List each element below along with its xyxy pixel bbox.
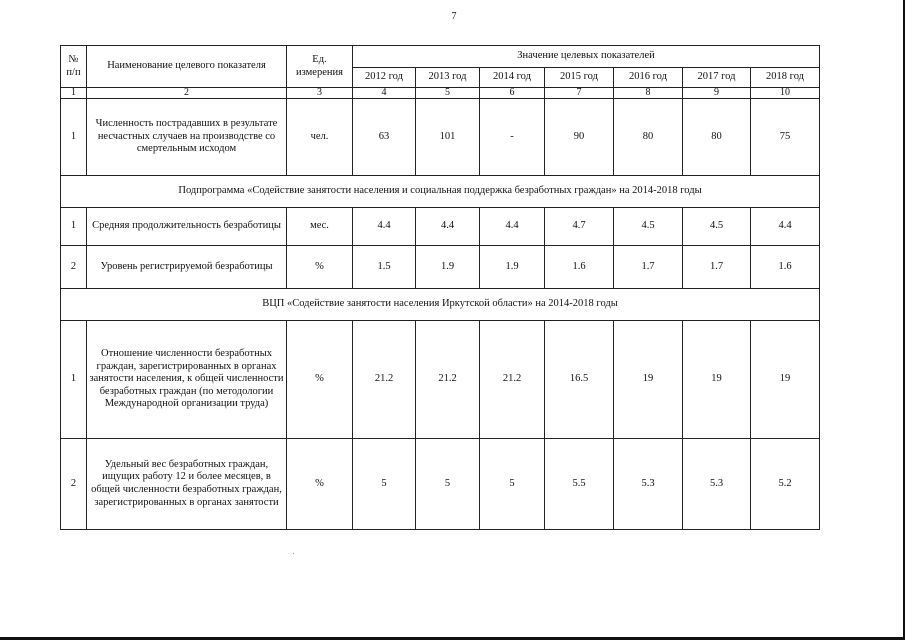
indicator-value: 75 (751, 99, 820, 176)
table-row (61, 439, 820, 530)
section-row (61, 289, 820, 321)
indicator-value: 21.2 (416, 321, 480, 439)
indicator-value: 1.9 (480, 246, 545, 289)
indicator-value: 4.7 (545, 208, 614, 246)
header-year: 2016 год (614, 68, 683, 88)
table-header-row (61, 46, 820, 68)
indicator-value: 4.4 (416, 208, 480, 246)
indicator-value: 5.3 (614, 439, 683, 530)
indicator-name: Отношение численности безработных граждан, зарегистрированных в органах занятости населения, к общей численности безработных граждан (по методологии Международной организации труда) (87, 321, 287, 439)
indicator-value: 5 (480, 439, 545, 530)
header-indicator-name (87, 46, 287, 88)
indicator-name: Удельный вес безработных граждан, ищущих работу 12 и более месяцев, в общей численности безработных граждан, зарегистрированных в органах занятости (87, 439, 287, 530)
scan-speck (293, 553, 294, 554)
header-indicator-name-label: Наименование целевого показателя (107, 60, 266, 72)
indicator-value: 1.7 (683, 246, 751, 289)
indicator-value: 16.5 (545, 321, 614, 439)
header-unit-label: Ед. измерения (296, 53, 343, 78)
table-row (61, 208, 820, 246)
header-year: 2014 год (480, 68, 545, 88)
indicator-value: 4.5 (683, 208, 751, 246)
row-number: 2 (61, 439, 87, 530)
section-title: Подпрограмма «Содействие занятости населения и социальная поддержка безработных граждан» на 2014-2018 годы (61, 176, 820, 208)
header-year: 2013 год (416, 68, 480, 88)
indicator-value: 21.2 (353, 321, 416, 439)
indicator-value: 4.5 (614, 208, 683, 246)
table-row (61, 246, 820, 289)
indicator-unit: % (287, 439, 353, 530)
indicator-value: 1.9 (416, 246, 480, 289)
indicator-value: 1.6 (751, 246, 820, 289)
column-number: 7 (545, 88, 614, 99)
indicator-value: 21.2 (480, 321, 545, 439)
indicator-value: 4.4 (480, 208, 545, 246)
column-number: 6 (480, 88, 545, 99)
page-number: 7 (451, 11, 457, 22)
column-number: 3 (287, 88, 353, 99)
indicator-value: 19 (751, 321, 820, 439)
indicator-value: 5.3 (683, 439, 751, 530)
column-number: 2 (87, 88, 287, 99)
row-number: 1 (61, 321, 87, 439)
indicator-value: - (480, 99, 545, 176)
header-number (61, 46, 87, 88)
indicator-value: 19 (683, 321, 751, 439)
header-year: 2012 год (353, 68, 416, 88)
indicator-value: 1.5 (353, 246, 416, 289)
indicator-value: 80 (683, 99, 751, 176)
indicator-unit: мес. (287, 208, 353, 246)
column-number: 9 (683, 88, 751, 99)
indicator-value: 1.7 (614, 246, 683, 289)
header-year: 2018 год (751, 68, 820, 88)
target-indicators-table (60, 45, 820, 530)
indicator-unit: % (287, 246, 353, 289)
indicator-value: 80 (614, 99, 683, 176)
indicator-value: 5 (353, 439, 416, 530)
indicator-value: 1.6 (545, 246, 614, 289)
indicator-name: Средняя продолжительность безработицы (87, 208, 287, 246)
header-year: 2017 год (683, 68, 751, 88)
column-number: 8 (614, 88, 683, 99)
indicator-name: Уровень регистрируемой безработицы (87, 246, 287, 289)
indicator-value: 5 (416, 439, 480, 530)
indicator-value: 4.4 (353, 208, 416, 246)
indicator-value: 4.4 (751, 208, 820, 246)
row-number: 1 (61, 208, 87, 246)
column-number: 4 (353, 88, 416, 99)
column-number-row (61, 88, 820, 99)
indicator-value: 19 (614, 321, 683, 439)
header-number-label: № п/п (66, 53, 81, 78)
table-row (61, 99, 820, 176)
header-year: 2015 год (545, 68, 614, 88)
column-number: 10 (751, 88, 820, 99)
header-unit (287, 46, 353, 88)
indicator-value: 5.5 (545, 439, 614, 530)
indicator-value: 63 (353, 99, 416, 176)
indicator-unit: чел. (287, 99, 353, 176)
indicator-value: 5.2 (751, 439, 820, 530)
section-title: ВЦП «Содействие занятости населения Иркутской области» на 2014-2018 годы (61, 289, 820, 321)
header-values-title: Значение целевых показателей (353, 46, 820, 68)
indicator-value: 90 (545, 99, 614, 176)
row-number: 1 (61, 99, 87, 176)
indicator-unit: % (287, 321, 353, 439)
indicator-value: 101 (416, 99, 480, 176)
column-number: 1 (61, 88, 87, 99)
section-row (61, 176, 820, 208)
column-number: 5 (416, 88, 480, 99)
table-row (61, 321, 820, 439)
indicator-name: Численность пострадавших в результате несчастных случаев на производстве со смертельным исходом (87, 99, 287, 176)
row-number: 2 (61, 246, 87, 289)
